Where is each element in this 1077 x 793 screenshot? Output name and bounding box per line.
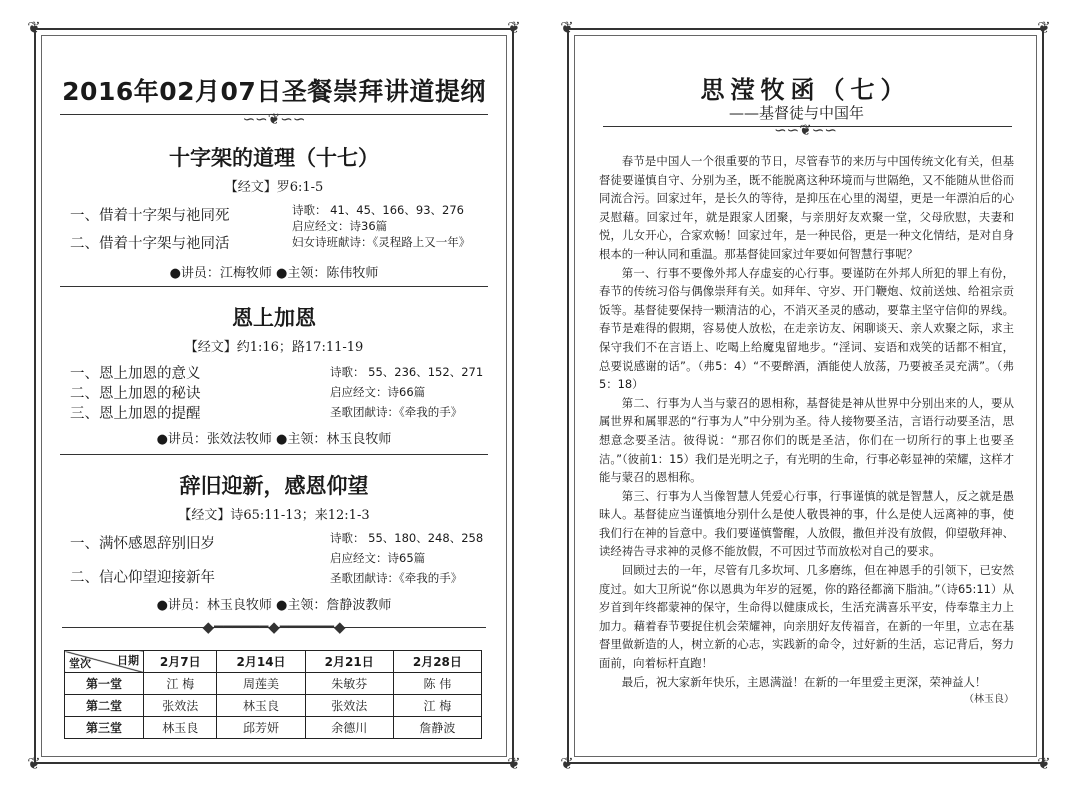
paragraph: 第三、行事为人当像智慧人凭爱心行事，行事谨慎的就是智慧人，反之就是愚昧人。基督徒应当谨慎地分别什么是使人敬畏神的事，什么是使人远离神的事，使我们行在神的旨意中。我们要谨慎警醒，人放假，撒但并没有放假，仰望敬拜神、读经祷告寻求神的灵修不能放假，不可因过节而放松对自己的要求。 [599,488,1014,559]
service-header-label: 堂次 [69,657,91,670]
service-name: 第一堂 [65,673,144,695]
author-signature: （林玉良） [964,694,1014,706]
corner-ornament-icon: ❦ [1037,18,1051,37]
preacher-cell: 陈 伟 [393,673,481,695]
table-corner-cell [65,651,144,673]
preacher-cell: 朱敏芬 [305,673,393,695]
sermon-point: 二、信心仰望迎接新年 [70,570,215,586]
divider [60,286,488,287]
preacher-cell: 余德川 [305,717,393,739]
service-info [330,528,483,588]
choir-anthem: 圣歌团献诗：《牵我的手》 [330,405,463,419]
scroll-ornament-icon: ∽∽❦∽∽ [242,110,306,128]
date-header: 2月14日 [217,651,305,673]
corner-ornament-icon: ❦ [507,754,521,773]
letter-subtitle: ——基督徒与中国年 [729,104,865,122]
diamond-ornament-icon: ◆━━━━━━◆━━━━━━◆ [202,618,346,636]
sermon-point: 一、恩上加恩的意义 [70,366,201,382]
table-header-row [65,651,482,673]
choir-anthem: 妇女诗班献诗：《灵程路上又一年》 [292,235,471,249]
service-name: 第二堂 [65,695,144,717]
divider [60,454,488,455]
sermon-point: 二、借着十字架与祂同活 [70,236,230,252]
speakers: ●讲员：张效法牧师 ●主领：林玉良牧师 [156,432,392,447]
sermon-point: 二、恩上加恩的秘诀 [70,386,201,402]
sermon-point: 三、恩上加恩的提醒 [70,406,201,422]
hymns: 诗歌： 55、236、152、271 [330,365,484,379]
preacher-cell: 林玉良 [144,717,217,739]
date-header: 2月28日 [393,651,481,673]
preacher-schedule-table [64,650,482,739]
preacher-cell: 江 梅 [144,673,217,695]
section-title: 十字架的道理（十七） [169,146,379,170]
preacher-cell: 詹静波 [393,717,481,739]
corner-ornament-icon: ❦ [560,18,574,37]
table-row [65,717,482,739]
corner-ornament-icon: ❦ [27,754,41,773]
choir-anthem: 圣歌团献诗：《牵我的手》 [330,571,463,585]
section-scripture: 【经文】诗65:11-13；来12:1-3 [178,508,370,523]
hymns: 诗歌： 41、45、166、93、276 [292,203,464,217]
section-scripture: 【经文】罗6:1-5 [224,180,324,195]
responsive-reading: 启应经文：诗65篇 [330,551,426,565]
corner-ornament-icon: ❦ [560,754,574,773]
section-title: 辞旧迎新，感恩仰望 [179,474,369,498]
date-header: 2月7日 [144,651,217,673]
speakers: ●讲员：江梅牧师 ●主领：陈伟牧师 [169,266,379,281]
right-page [560,18,1051,773]
scroll-ornament-icon: ∽∽❦∽∽ [774,121,837,139]
paragraph: 最后，祝大家新年快乐，主恩满溢！在新的一年里爱主更深，荣神益人！ [621,674,987,689]
service-info [330,362,483,422]
service-name: 第三堂 [65,717,144,739]
preacher-cell: 江 梅 [393,695,481,717]
date-header-label: 日期 [117,654,139,667]
preacher-cell: 周莲美 [217,673,305,695]
date-header: 2月21日 [305,651,393,673]
table-row [65,695,482,717]
hymns: 诗歌： 55、180、248、258 [330,531,484,545]
section-title: 恩上加恩 [232,306,316,330]
preacher-cell: 张效法 [305,695,393,717]
responsive-reading: 启应经文：诗36篇 [292,219,388,233]
section-scripture: 【经文】约1:16；路17:11-19 [184,340,364,355]
paragraph: 回顾过去的一年，尽管有几多坎坷、几多磨练，但在神恩手的引领下，已安然度过。如大卫所说“你以恩典为年岁的冠冕，你的路径都滴下脂油。”（诗65:11）从岁首到年终都蒙神的保守，生命得以健康成长，生活充满喜乐平安，侍奉靠主力上加力。藉着春节要捉住机会荣耀神，向亲朋好友传福音，在新的一年里，立志在基督里做新造的人，树立新的心志，实践新的命令，过好新的生活，忘记背后，努力面前，向着标杆直跑！ [599,563,1014,671]
corner-ornament-icon: ❦ [507,18,521,37]
table-row [65,673,482,695]
paragraph: 第二、行事为人当与蒙召的恩相称，基督徒是神从世界中分别出来的人，要从属世界和属罪恶的“行事为人”中分别为圣。待人接物要圣洁，言语行动要圣洁，思想意念要圣洁。彼得说：“那召你们的既是圣洁，你们在一切所行的事上也要圣洁。”（彼前1：15）我们是光明之子，有光明的生命，行事必彰显神的荣耀，这样才能与蒙召的恩相称。 [599,395,1014,485]
service-info [292,202,470,250]
paragraph: 春节是中国人一个很重要的节日，尽管春节的来历与中国传统文化有关，但基督徒要谨慎自守、分别为圣，既不能脱离这种环境而与世隔绝，又不能随从世俗而同流合污。回家过年，是长久的等待，是抑压在心里的渴望，更是一年漂泊后的心灵慰藉。回家过年，就是跟家人团聚，与亲朋好友欢聚一堂，父母欣慰，夫妻和悦，儿女开心，合家欢畅！回家过年，是一种民俗，更是一种文化情结，是对自身根本的一种认同和重温。那基督徒回家过年要如何智慧行事呢？ [599,154,1014,261]
preacher-cell: 邱芳妍 [217,717,305,739]
paragraph: 第一、行事不要像外邦人存虚妄的心行事。要谨防在外邦人所犯的罪上有份，春节的传统习俗与偶像崇拜有关。如拜年、守岁、开门鞭炮、炆前送烛、给祖宗贡饭等。基督徒要保持一颗清洁的心，不消灭圣灵的感动，要靠主坚守信仰的界线。春节是难得的假期，容易使人放松，在走亲访友、闲聊谈天、亲人欢聚之际，求主保守我们不在言语上、吃喝上给魔鬼留地步。“淫词、妄语和戏笑的话都不相宜，总要说感谢的话”。（弗5：4）“不要醉酒，酒能使人放荡，乃要被圣灵充满”。（弗5：18） [599,265,1014,392]
sermon-point: 一、借着十字架与祂同死 [70,208,230,224]
page-title: 2016年02月07日圣餐崇拜讲道提纲 [62,77,486,106]
left-page [27,18,521,773]
preacher-cell: 林玉良 [217,695,305,717]
responsive-reading: 启应经文：诗66篇 [330,385,426,399]
letter-title: 思滢牧函（七） [700,75,911,104]
corner-ornament-icon: ❦ [27,18,41,37]
sermon-point: 一、满怀感恩辞别旧岁 [70,536,215,552]
corner-ornament-icon: ❦ [1037,754,1051,773]
letter-body [599,152,1014,710]
preacher-cell: 张效法 [144,695,217,717]
speakers: ●讲员：林玉良牧师 ●主领：詹静波教师 [156,598,392,613]
